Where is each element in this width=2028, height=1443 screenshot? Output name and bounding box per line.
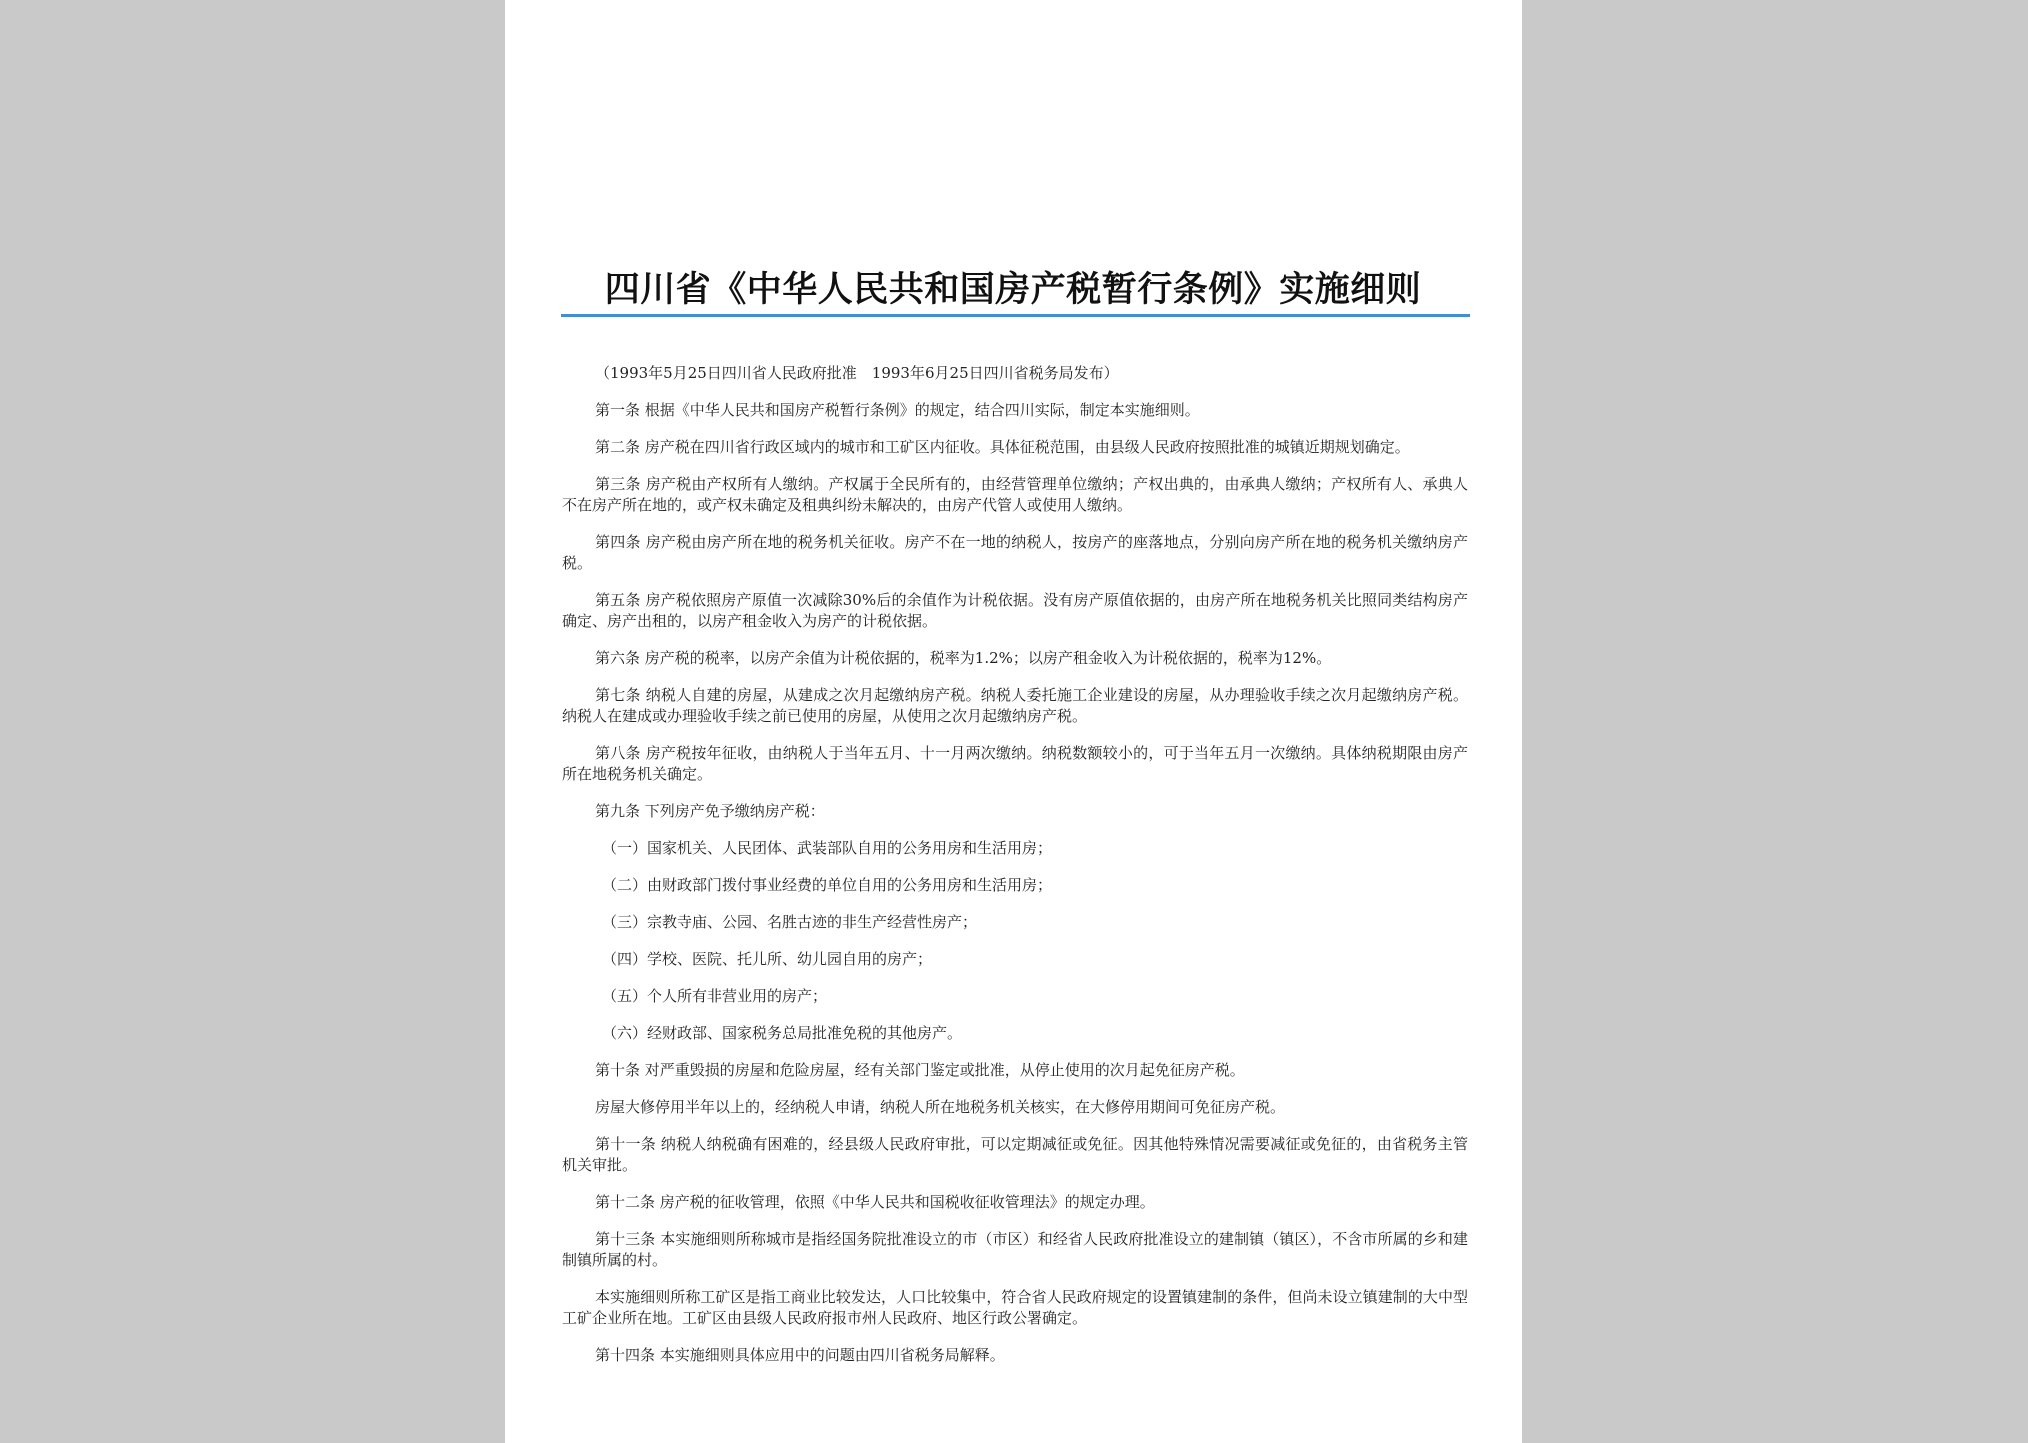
article-paragraph: 第十一条 纳税人纳税确有困难的，经县级人民政府审批，可以定期减征或免征。因其他特殊情况需要减征或免征的，由省税务主管机关审批。 <box>562 1135 1468 1174</box>
article-paragraph: 第四条 房产税由房产所在地的税务机关征收。房产不在一地的纳税人，按房产的座落地点，分别向房产所在地的税务机关缴纳房产税。 <box>562 533 1468 572</box>
document-title: 四川省《中华人民共和国房产税暂行条例》实施细则 <box>604 270 1422 310</box>
article-paragraph: 第十三条 本实施细则所称城市是指经国务院批准设立的市（市区）和经省人民政府批准设立的建制镇（镇区），不含市所属的乡和建制镇所属的村。 <box>562 1230 1468 1269</box>
article-paragraph: 第二条 房产税在四川省行政区域内的城市和工矿区内征收。具体征税范围，由县级人民政府按照批准的城镇近期规划确定。 <box>595 438 1410 456</box>
list-item: （四）学校、医院、托儿所、幼儿园自用的房产； <box>602 950 933 968</box>
article-paragraph: 第五条 房产税依照房产原值一次减除30%后的余值作为计税依据。没有房产原值依据的，由房产所在地税务机关比照同类结构房产确定、房产出租的，以房产租金收入为房产的计税依据。 <box>562 591 1468 630</box>
list-item: （二）由财政部门拨付事业经费的单位自用的公务用房和生活用房； <box>602 876 1053 894</box>
article-paragraph: 第十条 对严重毁损的房屋和危险房屋，经有关部门鉴定或批准，从停止使用的次月起免征房产税。 <box>595 1061 1245 1079</box>
article-paragraph: （1993年5月25日四川省人民政府批准 1993年6月25日四川省税务局发布） <box>595 364 1119 382</box>
list-item: （五）个人所有非营业用的房产； <box>602 987 828 1005</box>
list-item: （六）经财政部、国家税务总局批准免税的其他房产。 <box>602 1024 963 1042</box>
article-paragraph: 第六条 房产税的税率，以房产余值为计税依据的，税率为1.2%；以房产租金收入为计税依据的，税率为12%。 <box>595 649 1332 667</box>
list-item: （一）国家机关、人民团体、武装部队自用的公务用房和生活用房； <box>602 839 1053 857</box>
article-paragraph: 第八条 房产税按年征收，由纳税人于当年五月、十一月两次缴纳。纳税数额较小的，可于当年五月一次缴纳。具体纳税期限由房产所在地税务机关确定。 <box>562 744 1468 783</box>
document-body <box>562 363 1468 1382</box>
article-paragraph: 第十四条 本实施细则具体应用中的问题由四川省税务局解释。 <box>595 1346 1005 1364</box>
article-paragraph: 第九条 下列房产免予缴纳房产税： <box>595 802 825 820</box>
article-paragraph: 第三条 房产税由产权所有人缴纳。产权属于全民所有的，由经营管理单位缴纳；产权出典的，由承典人缴纳；产权所有人、承典人不在房产所在地的，或产权未确定及租典纠纷未解决的，由房产代管人或使用人缴纳。 <box>562 475 1468 514</box>
article-paragraph: 第一条 根据《中华人民共和国房产税暂行条例》的规定，结合四川实际，制定本实施细则。 <box>595 401 1200 419</box>
article-paragraph: 房屋大修停用半年以上的，经纳税人申请，纳税人所在地税务机关核实，在大修停用期间可免征房产税。 <box>595 1098 1286 1116</box>
list-item: （三）宗教寺庙、公园、名胜古迹的非生产经营性房产； <box>602 913 978 931</box>
article-paragraph: 本实施细则所称工矿区是指工商业比较发达，人口比较集中，符合省人民政府规定的设置镇建制的条件，但尚未设立镇建制的大中型工矿企业所在地。工矿区由县级人民政府报市州人民政府、地区行政公署确定。 <box>562 1288 1468 1327</box>
article-paragraph: 第十二条 房产税的征收管理，依照《中华人民共和国税收征收管理法》的规定办理。 <box>595 1193 1155 1211</box>
document-page <box>505 0 1522 1443</box>
title-underline <box>561 314 1470 317</box>
article-paragraph: 第七条 纳税人自建的房屋，从建成之次月起缴纳房产税。纳税人委托施工企业建设的房屋，从办理验收手续之次月起缴纳房产税。纳税人在建成或办理验收手续之前已使用的房屋，从使用之次月起缴纳房产税。 <box>562 686 1468 725</box>
